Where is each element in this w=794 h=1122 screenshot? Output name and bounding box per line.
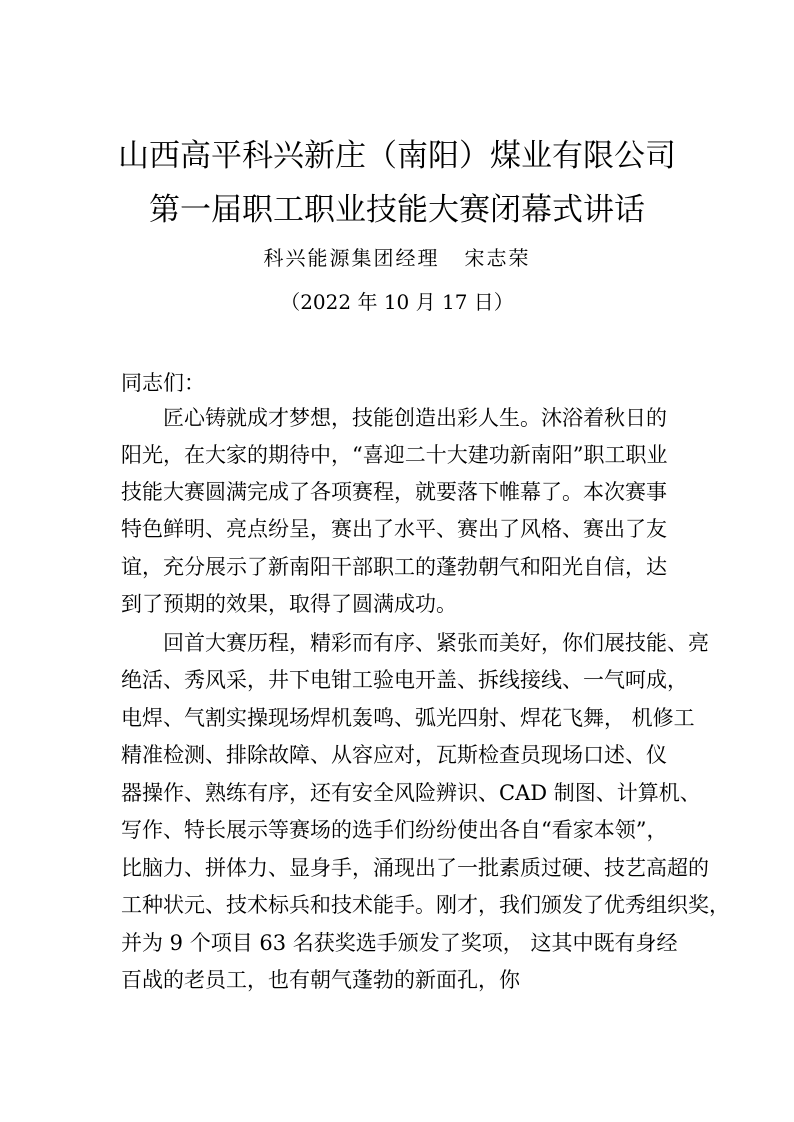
title-line-1: 山西高平科兴新庄（南阳）煤业有限公司 bbox=[118, 138, 676, 174]
body-line: 技能大赛圆满完成了各项赛程，就要落下帷幕了。本次赛事 bbox=[121, 480, 667, 504]
speaker-line: 科兴能源集团经理 宋志荣 bbox=[263, 246, 531, 270]
body-line: 工种状元、技术标兵和技术能手。刚才，我们颁发了优秀组织奖， bbox=[121, 893, 730, 917]
body-line: 百战的老员工，也有朝气蓬勃的新面孔，你 bbox=[121, 968, 520, 992]
body-line: 回首大赛历程，精彩而有序、紧张而美好，你们展技能、亮 bbox=[163, 631, 709, 655]
body-line: 匠心铸就成才梦想，技能创造出彩人生。沐浴着秋日的 bbox=[163, 406, 667, 430]
title-line-2: 第一届职工职业技能大赛闭幕式讲话 bbox=[149, 192, 645, 228]
body-line: 阳光，在大家的期待中，“喜迎二十大建功新南阳”职工职业 bbox=[121, 443, 668, 467]
body-line: 器操作、熟练有序，还有安全风险辨识、CAD 制图、计算机、 bbox=[121, 781, 701, 805]
body-line: 并为 9 个项目 63 名获奖选手颁发了奖项， 这其中既有身经 bbox=[121, 931, 678, 955]
body-line: 精准检测、排除故障、从容应对，瓦斯检查员现场口述、仪 bbox=[121, 743, 667, 767]
body-line: 电焊、气割实操现场焊机轰鸣、弧光四射、焊花飞舞， 机修工 bbox=[121, 706, 695, 730]
body-line: 谊，充分展示了新南阳干部职工的蓬勃朝气和阳光自信，达 bbox=[121, 555, 667, 579]
salutation: 同志们： bbox=[121, 371, 205, 395]
body-line: 绝活、秀风采，井下电钳工验电开盖、拆线接线、一气呵成， bbox=[121, 668, 688, 692]
body-line: 比脑力、拼体力、显身手，涌现出了一批素质过硬、技艺高超的 bbox=[121, 856, 709, 880]
body-line: 特色鲜明、亮点纷呈，赛出了水平、赛出了风格、赛出了友 bbox=[121, 517, 667, 541]
date-line: （2022 年 10 月 17 日） bbox=[280, 290, 514, 314]
body-line: 到了预期的效果，取得了圆满成功。 bbox=[121, 592, 457, 616]
body-line: 写作、特长展示等赛场的选手们纷纷使出各自“看家本领”， bbox=[121, 818, 668, 842]
